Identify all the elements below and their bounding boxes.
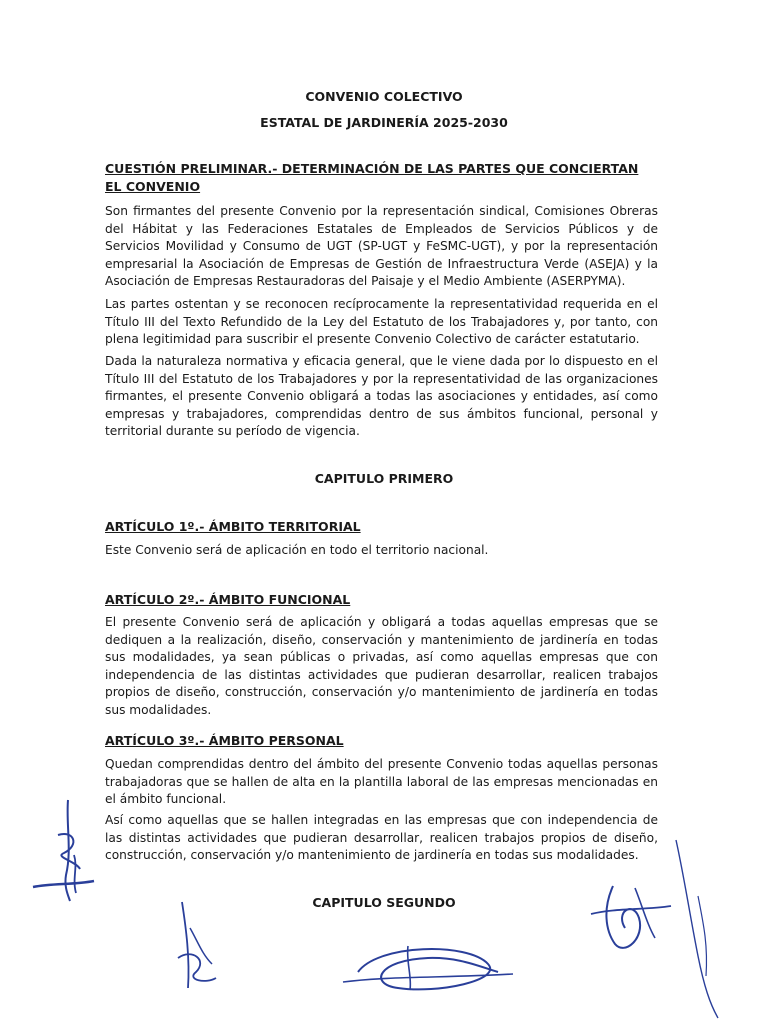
chapter-1-heading: CAPITULO PRIMERO xyxy=(314,471,454,486)
paragraph-text: El presente Convenio será de aplicación y obligará a todas aquellas empresas que se dediquen a la realización, diseño, conservación y mantenimiento de jardinería en todas sus modalidades, ya sean públicas o privadas, así como aquellas empresas que con independencia de las distintas actividades que pudieran desarrollar, realicen trabajos propios de diseño, construcción, conservación y/o mantenimiento de jardinería en todas sus modalidades. xyxy=(105,615,658,717)
article-2-heading: ARTÍCULO 2º.- ÁMBITO FUNCIONAL xyxy=(105,592,351,607)
signature-center-left xyxy=(172,898,222,994)
signature-far-right xyxy=(668,836,728,1021)
article-3-heading: ARTÍCULO 3º.- ÁMBITO PERSONAL xyxy=(105,733,344,748)
paragraph-text: Así como aquellas que se hallen integradas en las empresas que con independencia de las distintas actividades que pudieran desarrollar, realicen trabajos propios de diseño, construcción, conservación y/o mantenimiento de jardinería en todas sus modalidades. xyxy=(105,813,658,863)
article-3-paragraph-1 xyxy=(105,756,658,809)
paragraph-text: Este Convenio será de aplicación en todo el territorio nacional. xyxy=(105,543,489,557)
article-1-heading: ARTÍCULO 1º.- ÁMBITO TERRITORIAL xyxy=(105,519,361,534)
signature-left xyxy=(28,795,98,905)
preliminary-paragraph-3 xyxy=(105,353,658,441)
paragraph-text: Dada la naturaleza normativa y eficacia general, que le viene dada por lo dispuesto en el Título III del Estatuto de los Trabajadores y por la representatividad de las organizaciones firmantes, el presente Convenio obligará a todas las asociaciones y entidades, así como empresas y trabajadores, comprendidas dentro de sus ámbitos funcional, personal y territorial durante su período de vigencia. xyxy=(105,354,658,439)
article-2-body xyxy=(105,614,658,720)
paragraph-text: Son firmantes del presente Convenio por la representación sindical, Comisiones Obreras del Hábitat y las Federaciones Estatales de Empleados de Servicios Públicos y de Servicios Movilidad y Consumo de UGT (SP-UGT y FeSMC-UGT), y por la representación empresarial la Asociación de Empresas de Gestión de Infraestructura Verde (ASEJA) y la Asociación de Empresas Restauradoras del Paisaje y el Medio Ambiente (ASERPYMA). xyxy=(105,204,658,289)
signature-center xyxy=(338,932,518,1002)
preliminary-heading: CUESTIÓN PRELIMINAR.- DETERMINACIÓN DE LAS PARTES QUE CONCIERTAN EL CONVENIO xyxy=(105,161,639,194)
document-title-line1: CONVENIO COLECTIVO xyxy=(305,89,463,104)
paragraph-text: Las partes ostentan y se reconocen recíprocamente la representatividad requerida en el Título III del Texto Refundido de la Ley del Estatuto de los Trabajadores y, por tanto, con plena legitimidad para suscribir el presente Convenio Colectivo de carácter estatutario. xyxy=(105,297,658,347)
signature-right xyxy=(585,878,675,958)
preliminary-paragraph-1 xyxy=(105,203,658,291)
article-1-body xyxy=(105,542,658,560)
article-3-paragraph-2 xyxy=(105,812,658,865)
chapter-2-heading: CAPITULO SEGUNDO xyxy=(312,895,456,910)
document-title-line2: ESTATAL DE JARDINERÍA 2025-2030 xyxy=(260,115,508,130)
preliminary-paragraph-2 xyxy=(105,296,658,349)
paragraph-text: Quedan comprendidas dentro del ámbito del presente Convenio todas aquellas personas trabajadoras que se hallen de alta en la plantilla laboral de las empresas mencionadas en el ámbito funcional. xyxy=(105,757,658,807)
